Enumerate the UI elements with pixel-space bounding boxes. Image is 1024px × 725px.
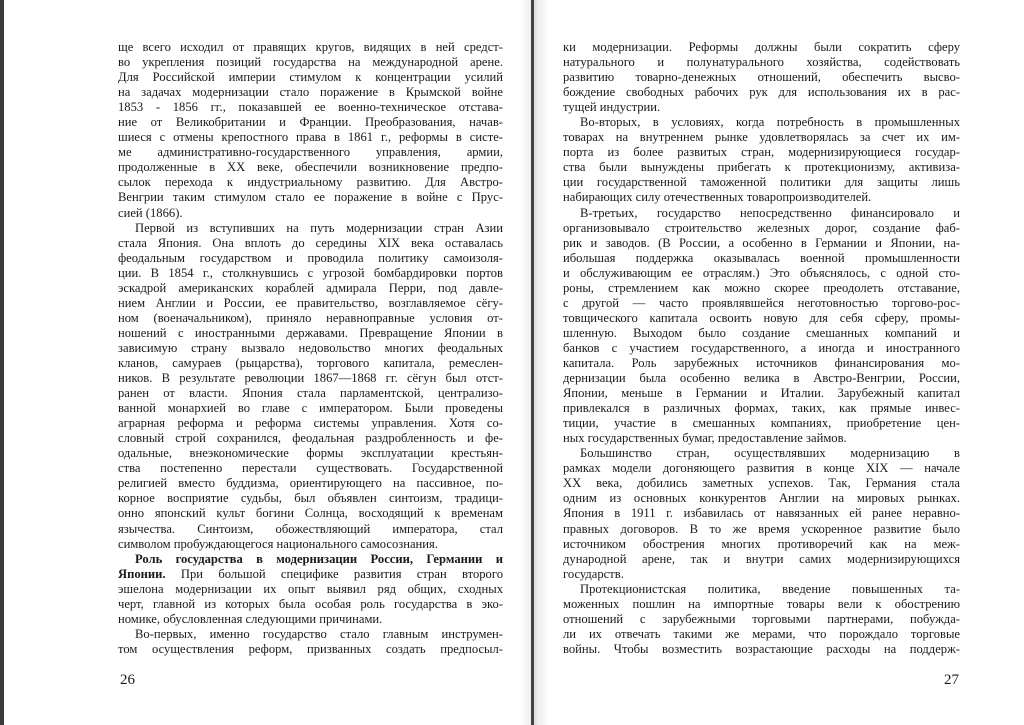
text-line	[118, 296, 503, 311]
text-line	[563, 55, 960, 70]
line-text: аграрная реформа и реформа системы управления. Хотя со-	[118, 416, 503, 431]
text-line	[563, 236, 960, 251]
line-text: ванной монархией во главе с императором. Были проведены	[118, 401, 503, 416]
line-text: кланов, самураев (рыцарства), торгового капитала, ремеслен-	[118, 355, 503, 370]
text-line	[563, 70, 960, 85]
line-text: дернизации была особенно велика в Австро-Венгрии, России,	[563, 371, 960, 386]
text-line	[563, 296, 960, 311]
line-text: тиции, участие в смешанных компаниях, приобретение цен-	[563, 416, 960, 431]
line-text: во укрепления позиций государства на международной арене.	[118, 55, 503, 70]
line-text: привлекался в различных формах, таких, как прямые инвес-	[563, 401, 960, 416]
text-line	[563, 582, 960, 597]
line-text: шленную. Выходом было создание смешанных компаний и	[563, 325, 960, 340]
line-text: товщического капитала освоить новую для себя сферу, промы-	[563, 310, 960, 325]
text-line	[563, 491, 960, 506]
text-line	[118, 552, 503, 567]
scan-left-edge	[0, 0, 4, 725]
line-text: эскадрой американских кораблей адмирала Перри, под давле-	[118, 280, 503, 295]
line-text: роны, стремлением как можно скорее преодолеть отставание,	[563, 280, 960, 295]
text-line	[563, 221, 960, 236]
text-line	[563, 612, 960, 627]
line-text: банков с участием государственного, а иногда и иностранного	[563, 340, 960, 355]
line-text: словный строй сохранился, феодальная раздробленность и фе-	[118, 431, 503, 446]
text-line	[118, 311, 503, 326]
text-line	[563, 326, 960, 341]
line-text: том осуществления реформ, призванных создать предпосыл-	[118, 641, 503, 656]
line-text: ных государственных бумаг, предоставление займов.	[563, 431, 847, 446]
text-line	[563, 160, 960, 175]
text-line	[563, 266, 960, 281]
line-text: При большой специфике развития стран второго	[165, 566, 503, 581]
line-text: дународной арене, так и внутри самих модернизирующихся	[563, 551, 960, 566]
line-text: Большинство стран, осуществлявших модернизацию в	[580, 446, 960, 461]
line-text: бождение свободных рабочих рук для использования их в рас-	[563, 85, 960, 100]
line-text: Япония в 1911 г. избавилась от навязанных ей ранее неравно-	[563, 506, 960, 521]
text-line	[118, 416, 503, 431]
text-line	[563, 461, 960, 476]
right-page-text	[563, 40, 960, 657]
line-text: продолженные в XX веке, обеспечили возникновение предпо-	[118, 160, 503, 175]
line-text: зависимую страну вызвало недовольство многих феодальных	[118, 340, 503, 355]
text-line	[563, 40, 960, 55]
text-line	[563, 206, 960, 221]
line-text: ние от Великобритании и Франции. Преобразования, начав-	[118, 115, 503, 130]
text-line	[118, 567, 503, 582]
text-line	[118, 491, 503, 506]
text-line	[118, 642, 503, 657]
text-line	[118, 522, 503, 537]
text-line	[118, 356, 503, 371]
line-text: моженных пошлин на импортные товары вели к обострению	[563, 596, 960, 611]
line-text: ции государственной таможенной политики для защиты лишь	[563, 175, 960, 190]
line-text: Для Российской империи стимулом к концентрации усилий	[118, 70, 503, 85]
text-line	[118, 371, 503, 386]
bold-heading-text: Роль государства в модернизации России, Германии и	[135, 551, 503, 566]
text-line	[563, 642, 960, 657]
line-text: корное восприятие судьбы, был объявлен синтоизм, традици-	[118, 491, 503, 506]
text-line	[118, 537, 503, 552]
text-line	[118, 206, 503, 221]
text-line	[563, 190, 960, 205]
line-text: тущей индустрии.	[563, 100, 661, 115]
line-text: ства постепенно перестали существовать. Государственной	[118, 461, 503, 476]
line-text: одальные, внеэкономические формы эксплуатации крестьян-	[118, 446, 503, 461]
line-text: ников. В результате революции 1867—1868 гг. сёгун был отст-	[118, 371, 503, 386]
line-text: стала Япония. Она вплоть до середины XIX века оставалась	[118, 235, 503, 250]
text-line	[563, 522, 960, 537]
text-line	[118, 266, 503, 281]
text-line	[118, 506, 503, 521]
line-text: ли их отвечать такими же мерами, что порождало торговые	[563, 626, 960, 641]
text-line	[118, 476, 503, 491]
line-text: и обслуживающим ее отраслям.) Это объяснялось, с одной сто-	[563, 265, 960, 280]
page-number-left: 26	[120, 672, 135, 688]
line-text: ства были вынуждены прибегать к протекционизму, активиза-	[563, 160, 960, 175]
text-line	[118, 341, 503, 356]
text-line	[118, 85, 503, 100]
text-line	[563, 537, 960, 552]
line-text: Японии, меньше в Германии и Италии. Зарубежный капитал	[563, 386, 960, 401]
book-gutter	[531, 0, 534, 725]
text-line	[563, 597, 960, 612]
line-text: сылок перехода к индустриальному развитию. Для Австро-	[118, 175, 503, 190]
text-line	[118, 326, 503, 341]
text-line	[563, 476, 960, 491]
line-text: онно японский культ богини Солнца, восходящий к временам	[118, 506, 503, 521]
line-text: правных договоров. В то же время ускоренное развитие было	[563, 521, 960, 536]
text-line	[118, 281, 503, 296]
line-text: 1853 - 1856 гг., показавшей ее военно-техническое отстава-	[118, 100, 503, 115]
text-line	[563, 416, 960, 431]
text-line	[563, 251, 960, 266]
line-text: ном (военачальником), приняло неравноправные условия от-	[118, 310, 503, 325]
line-text: Венгрии таким стимулом стало ее поражение в войне с Прус-	[118, 190, 503, 205]
line-text: Первой из вступивших на путь модернизации стран Азии	[135, 220, 503, 235]
text-line	[563, 100, 960, 115]
line-text: натурального и полунатурального хозяйства, содействовать	[563, 55, 960, 70]
text-line	[563, 446, 960, 461]
line-text: одним из основных конкурентов Англии на мировых рынках.	[563, 491, 960, 506]
line-text: организовывало строительство железных дорог, создание фаб-	[563, 220, 960, 235]
line-text: Протекционистская политика, введение повышенных та-	[580, 581, 960, 596]
text-line	[118, 461, 503, 476]
text-line	[563, 567, 960, 582]
text-line	[118, 175, 503, 190]
line-text: товарах на внутреннем рынке удовлетворялась за счет их им-	[563, 130, 960, 145]
text-line	[563, 431, 960, 446]
text-line	[563, 311, 960, 326]
text-line	[118, 597, 503, 612]
text-line	[118, 160, 503, 175]
line-text: рик и заводов. (В России, а особенно в Германии и Японии, на-	[563, 235, 960, 250]
line-text: ки модернизации. Реформы должны были сократить сферу	[563, 40, 960, 54]
text-line	[118, 70, 503, 85]
line-text: рамках модели догоняющего развития в конце XIX — начале	[563, 461, 960, 476]
line-text: В-третьих, государство непосредственно финансировало и	[580, 205, 960, 220]
line-text: отношений с зарубежными торговыми партнерами, побужда-	[563, 611, 960, 626]
text-line	[118, 236, 503, 251]
line-text: ранен от власти. Япония стала парламентской, централизо-	[118, 386, 503, 401]
line-text: сией (1866).	[118, 205, 183, 220]
line-text: шиеся с отмены крепостного права в 1861 г., реформы в систе-	[118, 130, 503, 145]
line-text: символом пробуждающегося национального самосознания.	[118, 536, 438, 551]
text-line	[118, 251, 503, 266]
line-text: ибольшая поддержка оказывалась военной промышленности	[563, 250, 960, 265]
left-page-text	[118, 40, 503, 657]
text-line	[118, 446, 503, 461]
line-text: язычества. Синтоизм, обожествляющий императора, стал	[118, 521, 503, 536]
line-text: ме административно-государственного управления, армии,	[118, 145, 503, 160]
text-line	[118, 190, 503, 205]
line-text: ще всего исходил от правящих кругов, видящих в ней средст-	[118, 40, 503, 54]
line-text: феодальным государством и проводила политику самоизоля-	[118, 250, 503, 265]
text-line	[118, 582, 503, 597]
line-text: ции. В 1854 г., столкнувшись с угрозой бомбардировки портов	[118, 265, 503, 280]
line-text: источником обострения многих противоречий как на меж-	[563, 536, 960, 551]
text-line	[118, 145, 503, 160]
book-gutter-shadow	[520, 0, 550, 725]
text-line	[563, 552, 960, 567]
text-line	[118, 115, 503, 130]
line-text: нием Англии и России, ее правительство, возглавляемое сёгу-	[118, 295, 503, 310]
text-line	[118, 100, 503, 115]
line-text: ношений с иностранными державами. Превращение Японии в	[118, 325, 503, 340]
text-line	[118, 612, 503, 627]
text-line	[118, 431, 503, 446]
text-line	[563, 130, 960, 145]
text-line	[563, 356, 960, 371]
text-line	[118, 386, 503, 401]
line-text: эшелона модернизации их опыт выявил ряд общих, сходных	[118, 581, 503, 596]
line-text: номике, обусловленная следующими причинами.	[118, 611, 383, 626]
line-text: на задачах модернизации стало поражение в Крымской войне	[118, 85, 503, 100]
text-line	[563, 85, 960, 100]
line-text: черт, главной из которых была особая роль государства в эко-	[118, 596, 503, 611]
line-text: государств.	[563, 566, 624, 581]
text-line	[563, 341, 960, 356]
text-line	[118, 40, 503, 55]
page-number-right: 27	[944, 672, 959, 688]
line-text: XX века, добились заметных успехов. Так, Германия стала	[563, 476, 960, 491]
text-line	[563, 386, 960, 401]
text-line	[118, 55, 503, 70]
line-text: войны. Чтобы возместить возрастающие расходы на поддерж-	[563, 641, 960, 656]
text-line	[563, 371, 960, 386]
text-line	[563, 145, 960, 160]
text-line	[563, 175, 960, 190]
bold-heading-text: Японии.	[118, 566, 166, 581]
line-text: порта из более развитых стран, модернизирующиеся государ-	[563, 145, 960, 160]
text-line	[563, 506, 960, 521]
line-text: развитию товарно-денежных отношений, обеспечить высво-	[563, 70, 960, 85]
line-text: Во-первых, именно государство стало главным инструмен-	[135, 626, 503, 641]
line-text: капитала. Роль зарубежных источников финансирования мо-	[563, 355, 960, 370]
text-line	[118, 401, 503, 416]
text-line	[118, 221, 503, 236]
text-line	[563, 115, 960, 130]
text-line	[563, 401, 960, 416]
text-line	[118, 627, 503, 642]
line-text: набирающих силу отечественных товаропроизводителей.	[563, 190, 872, 205]
line-text: с другой — часто проявлявшейся неготовностью торгово-рос-	[563, 295, 960, 310]
text-line	[118, 130, 503, 145]
line-text: Во-вторых, в условиях, когда потребность в промышленных	[580, 115, 960, 130]
text-line	[563, 627, 960, 642]
text-line	[563, 281, 960, 296]
line-text: религией вместо буддизма, ориентирующего на пассивное, по-	[118, 476, 503, 491]
